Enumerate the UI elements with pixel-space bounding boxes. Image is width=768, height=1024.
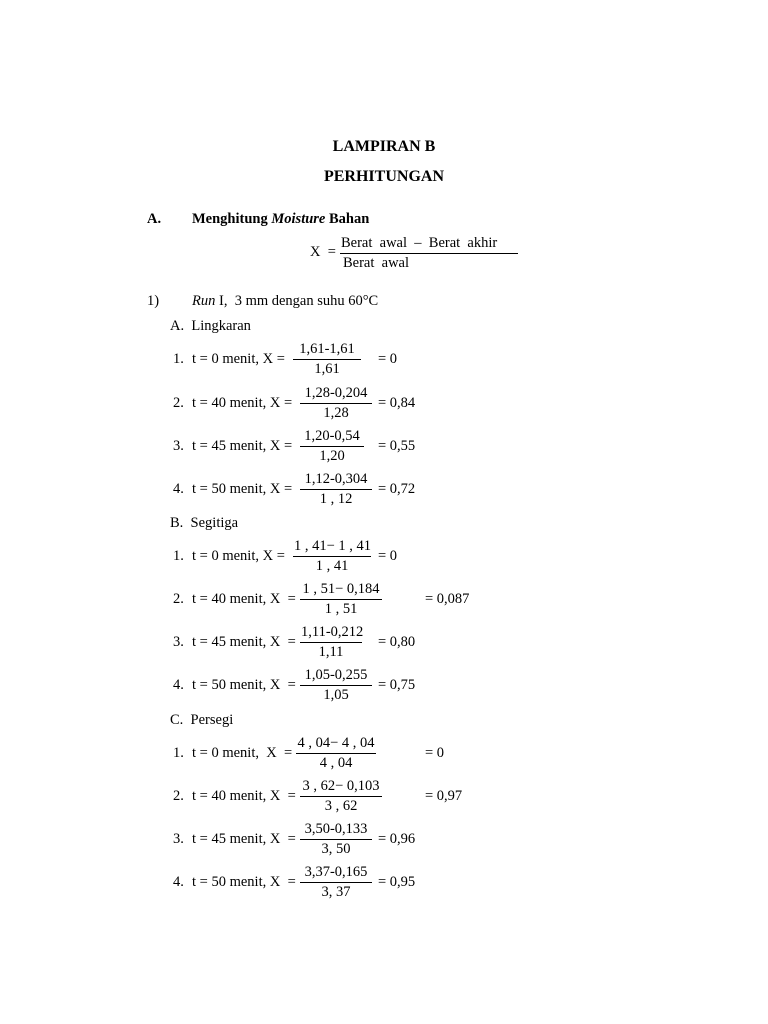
fraction-denominator: 1,28: [323, 405, 349, 421]
row-fraction: [293, 538, 371, 575]
fraction-denominator: 3, 50: [321, 841, 351, 857]
run-label-rest: I, 3 mm dengan suhu 60°C: [215, 293, 379, 309]
row-prefix: t = 50 menit, X =: [192, 481, 293, 497]
row-index: 2.: [173, 591, 184, 607]
fraction-numerator: 1 , 51− 0,184: [300, 581, 382, 600]
fraction-numerator: 1,12-0,304: [300, 471, 372, 490]
row-prefix: t = 50 menit, X =: [192, 677, 296, 693]
row-index: 4.: [173, 874, 184, 890]
fraction-numerator: 1,61-1,61: [293, 341, 361, 360]
row-index: 4.: [173, 481, 184, 497]
group-label: C. Persegi: [170, 712, 234, 728]
fraction-numerator: 1,05-0,255: [300, 667, 372, 686]
fraction-denominator: 4 , 04: [319, 755, 353, 771]
fraction-denominator: 3 , 62: [324, 798, 358, 814]
row-result: = 0,55: [378, 438, 416, 454]
run-heading: [192, 293, 378, 310]
fraction-numerator: 1,11-0,212: [300, 624, 362, 643]
row-fraction: [293, 341, 361, 378]
row-prefix: t = 0 menit, X =: [192, 548, 285, 564]
row-fraction: [300, 821, 372, 858]
row-result: = 0,72: [378, 481, 416, 497]
row-result: = 0,84: [378, 395, 416, 411]
fraction-denominator: 1,05: [323, 687, 349, 703]
row-result: = 0,97: [425, 788, 463, 804]
row-prefix: t = 40 menit, X =: [192, 591, 296, 607]
row-index: 1.: [173, 548, 184, 564]
fraction-numerator: 1,20-0,54: [300, 428, 364, 447]
section-heading-italic: Moisture: [271, 211, 326, 227]
row-index: 2.: [173, 788, 184, 804]
row-result: = 0,087: [425, 591, 470, 607]
row-fraction: [300, 385, 372, 422]
row-fraction: [300, 667, 372, 704]
row-prefix: t = 45 menit, X =: [192, 634, 296, 650]
row-result: = 0: [425, 745, 445, 761]
fraction-denominator: 1 , 41: [315, 558, 349, 574]
row-prefix: t = 40 menit, X =: [192, 395, 293, 411]
row-index: 4.: [173, 677, 184, 693]
section-heading-pre: Menghitung: [192, 211, 272, 227]
formula-x: X: [310, 244, 321, 260]
page-subtitle: PERHITUNGAN: [323, 168, 444, 185]
run-label-italic: Run: [192, 293, 216, 309]
row-result: = 0,75: [378, 677, 416, 693]
row-result: = 0,95: [378, 874, 416, 890]
row-result: = 0: [378, 351, 398, 367]
row-prefix: t = 0 menit, X =: [192, 745, 293, 761]
fraction-denominator: 3, 37: [321, 884, 351, 900]
row-result: = 0: [378, 548, 398, 564]
row-index: 3.: [173, 634, 184, 650]
row-index: 2.: [173, 395, 184, 411]
fraction-denominator: 1 , 12: [319, 491, 353, 507]
fraction-denominator: 1,61: [314, 361, 340, 377]
fraction-numerator: 1,28-0,204: [300, 385, 372, 404]
row-fraction: [300, 428, 364, 465]
section-heading: [192, 211, 369, 228]
fraction-numerator: 3,37-0,165: [300, 864, 372, 883]
row-prefix: t = 45 menit, X =: [192, 438, 293, 454]
fraction-numerator: 4 , 04− 4 , 04: [296, 735, 376, 754]
row-fraction: [300, 778, 382, 815]
row-result: = 0,96: [378, 831, 416, 847]
row-index: 3.: [173, 831, 184, 847]
row-fraction: [300, 581, 382, 618]
fraction-denominator: 1,20: [319, 448, 345, 464]
row-prefix: t = 45 menit, X =: [192, 831, 296, 847]
row-fraction: [296, 735, 376, 772]
fraction-numerator: 3,50-0,133: [300, 821, 372, 840]
fraction-denominator: 1 , 51: [324, 601, 358, 617]
row-fraction: [300, 864, 372, 901]
section-letter: A.: [147, 211, 162, 227]
group-label: B. Segitiga: [170, 515, 239, 531]
row-index: 1.: [173, 351, 184, 367]
row-result: = 0,80: [378, 634, 416, 650]
fraction-denominator: 1,11: [318, 644, 344, 660]
formula-var: [310, 244, 336, 261]
row-fraction: [300, 624, 362, 661]
row-index: 1.: [173, 745, 184, 761]
section-heading-post: Bahan: [325, 211, 370, 227]
formula-eq: =: [327, 244, 336, 260]
row-index: 3.: [173, 438, 184, 454]
group-label: A. Lingkaran: [170, 318, 251, 334]
page-title: LAMPIRAN B: [332, 138, 436, 155]
row-prefix: t = 50 menit, X =: [192, 874, 296, 890]
row-prefix: t = 40 menit, X =: [192, 788, 296, 804]
fraction-numerator: 1 , 41− 1 , 41: [293, 538, 371, 557]
row-prefix: t = 0 menit, X =: [192, 351, 285, 367]
formula-numerator: Berat awal – Berat akhir: [340, 235, 518, 254]
fraction-numerator: 3 , 62− 0,103: [300, 778, 382, 797]
row-fraction: [300, 471, 372, 508]
run-number: 1): [147, 293, 160, 309]
formula-fraction: [340, 235, 518, 272]
formula-denominator: Berat awal: [343, 255, 410, 271]
